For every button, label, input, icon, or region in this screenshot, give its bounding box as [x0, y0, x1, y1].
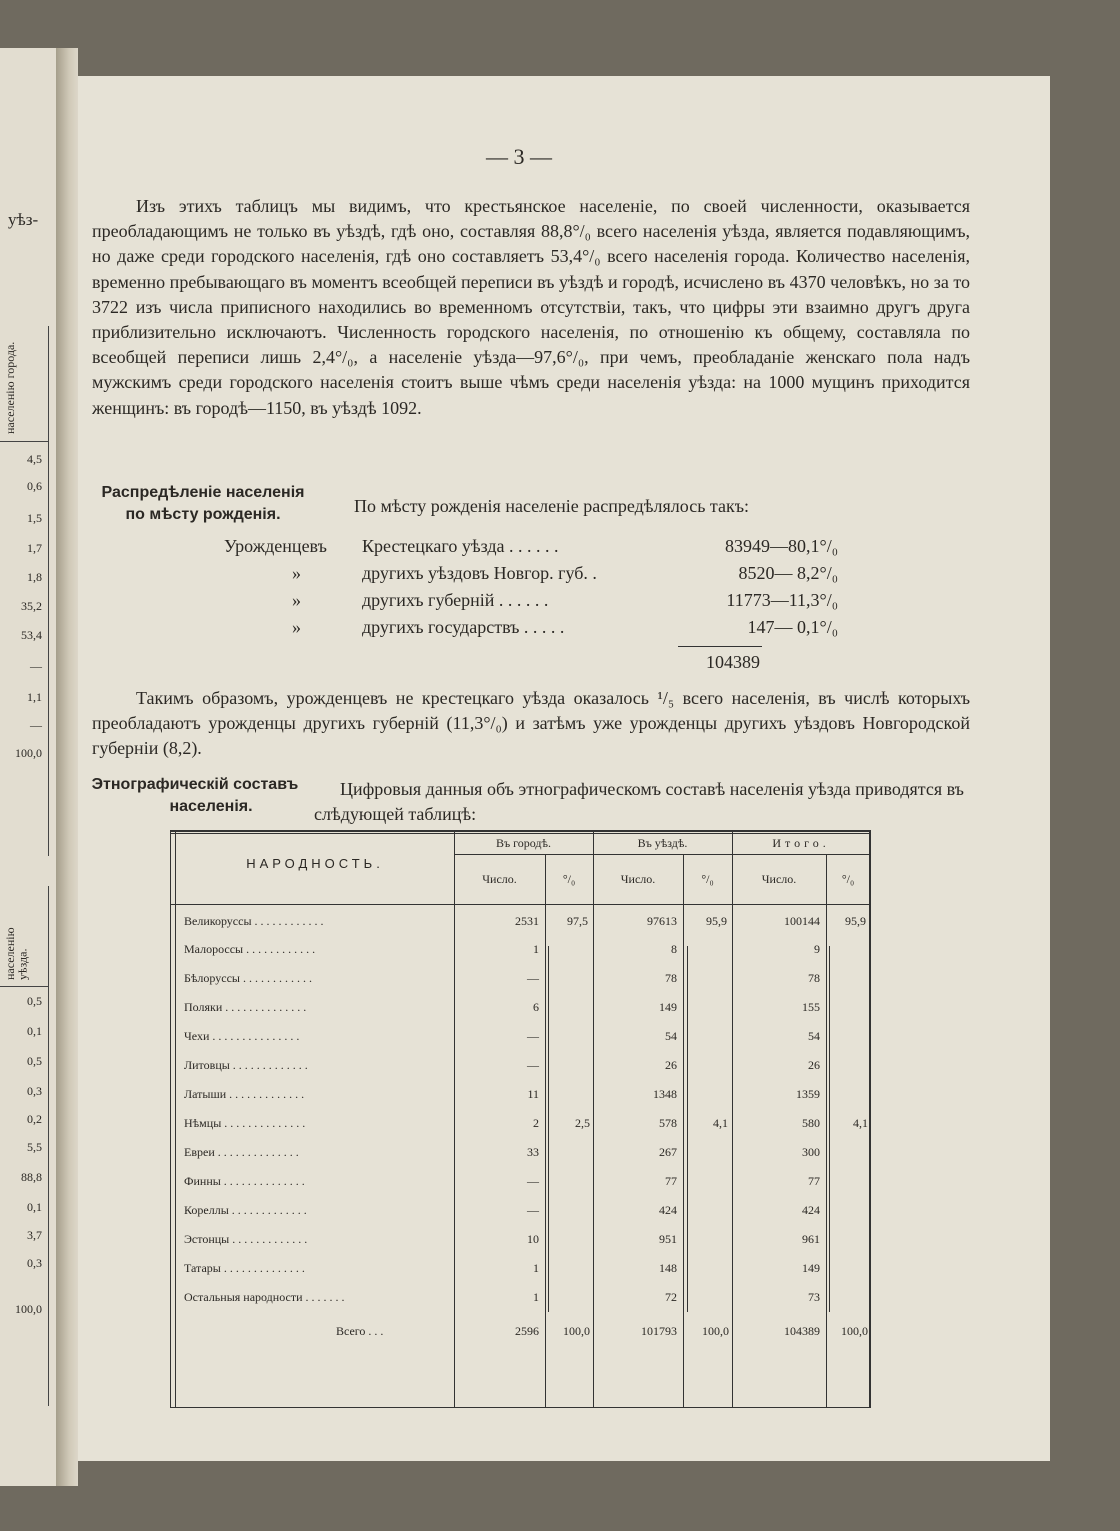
left-table-1-value: 100,0 [15, 746, 42, 760]
header-total-percent: °/₀ [841, 872, 855, 886]
paragraph-1-text: Изъ этихъ таблицъ мы видимъ, что крестьянское населеніе, по своей численности, оказывается преобладающимъ не только въ уѣздѣ, гдѣ оно, составляя 88,8°/₀ всего населенія уѣзда, является подавляющимъ, но даже среди городского населенія, гдѣ оно составляетъ 53,4°/₀ всего населенія города. Количество населенія, временно пребывающаго въ моментъ всеобщей переписи въ уѣздѣ и городѣ, исчислено въ 4370 человѣкъ, но за то 3722 изъ числа приписного находились во временномъ отсутствіи, такъ, что цифры эти взаимно другъ друга приблизительно исключаютъ. Численность городского населенія, по отношенію къ общему, составляла по всеобщей переписи лишь 2,4°/₀, а населеніе уѣзда—97,6°/₀, при чемъ, преобладаніе женскаго пола надъ мужскимъ среди городского населенія стоитъ выше чѣмъ среди населенія уѣзда: на 1000 мущинъ приходится женщинъ: въ городѣ—1150, въ уѣздѣ 1092. [92, 196, 970, 418]
ethno-intro-text: Цифровыя данныя объ этнографическомъ составѣ населенія уѣзда приводятся въ слѣдующей таблицѣ: [314, 779, 964, 825]
table-cell-uezd: 267 [659, 1145, 677, 1159]
table-cell-total: 1359 [796, 1087, 820, 1101]
left-table-2-value: 0,3 [27, 1084, 42, 1098]
header-uezd-number: Число. [620, 872, 656, 886]
header-city-percent: °/₀ [562, 872, 576, 886]
birth-row-prefix: Урожденцевъ [224, 536, 327, 556]
left-table-2-value: 0,2 [27, 1112, 42, 1126]
table-cell-uezd: 54 [665, 1029, 677, 1043]
birth-row-label: другихъ государствъ . . . . . [362, 617, 565, 637]
totals-uezd-pct: 100,0 [702, 1324, 729, 1338]
table-cell-city: 1 [533, 942, 539, 956]
table-cell-city: 2531 [515, 914, 539, 928]
left-page-table-1 [0, 326, 49, 856]
table-cell-total: 78 [808, 971, 820, 985]
header-nationality: НАРОДНОСТЬ. [246, 856, 384, 871]
table-row-name: Татары . . . . . . . . . . . . . . [184, 1261, 305, 1275]
birth-row-label: другихъ уѣздовъ Новгор. губ. . [362, 563, 597, 583]
side-heading-ethno-line-2: населенія. [169, 798, 253, 815]
left-table-2-value: 0,5 [27, 1054, 42, 1068]
table-cell-total: 155 [802, 1000, 820, 1014]
birth-row-label: Крестецкаго уѣзда . . . . . . [362, 536, 559, 556]
group-pct-total: 4,1 [853, 1116, 868, 1130]
left-table-2-header: населенію уѣзда. [3, 927, 30, 980]
totals-city: 2596 [515, 1324, 539, 1338]
birth-sum-rule [678, 646, 762, 647]
table-cell-total: 54 [808, 1029, 820, 1043]
paragraph-1 [92, 194, 970, 421]
nationality-table [170, 830, 870, 1408]
header-total: Итого. [772, 836, 830, 850]
table-cell-uezd: 951 [659, 1232, 677, 1246]
left-table-2-value: 3,7 [27, 1228, 42, 1242]
left-table-1-value: — [30, 659, 42, 673]
group-pct-uezd: 4,1 [713, 1116, 728, 1130]
left-table-2-value: 0,3 [27, 1256, 42, 1270]
left-table-2-value: 88,8 [21, 1170, 42, 1184]
header-city-number: Число. [482, 872, 517, 886]
side-heading-birth-line-2: по мѣсту рожденія. [125, 506, 281, 523]
table-cell-uezd: 26 [665, 1058, 677, 1072]
birth-row-value: 8520— 8,2°/₀ [738, 563, 838, 583]
left-table-1-value: 1,8 [27, 570, 42, 584]
table-cell-total: 300 [802, 1145, 820, 1159]
left-table-1-value: 1,7 [27, 541, 42, 555]
totals-uezd: 101793 [641, 1324, 677, 1338]
header-uezd: Въ уѣздѣ. [637, 836, 688, 850]
side-heading-ethno [84, 774, 306, 818]
left-table-1-value: 4,5 [27, 452, 42, 466]
table-cell-total: 77 [808, 1174, 820, 1188]
left-table-1-value: 53,4 [21, 628, 42, 642]
left-table-1-value: 1,5 [27, 511, 42, 525]
table-cell-city: 2 [533, 1116, 539, 1130]
table-cell-uezd: 149 [659, 1000, 677, 1014]
table-cell-total-pct: 95,9 [845, 914, 866, 928]
table-cell-city-pct: 97,5 [567, 914, 588, 928]
table-cell-uezd: 97613 [647, 914, 677, 928]
table-cell-uezd: 148 [659, 1261, 677, 1275]
birth-row-value: 147— 0,1°/₀ [747, 617, 838, 637]
left-table-2-value: 0,1 [27, 1024, 42, 1038]
header-uezd-percent: °/₀ [701, 872, 714, 886]
birth-row-value: 11773—11,3°/₀ [726, 590, 838, 610]
left-page-fragment [0, 48, 56, 1486]
header-total-number: Число. [761, 872, 797, 886]
ethno-intro [314, 777, 964, 827]
table-rule-subheader [454, 854, 870, 855]
birth-row-prefix: » [292, 617, 301, 637]
left-table-1-value: 35,2 [21, 599, 42, 613]
left-page-table-2 [0, 886, 49, 1406]
left-table-2-value: 0,5 [27, 994, 42, 1008]
table-cell-total: 26 [808, 1058, 820, 1072]
table-cell-total: 961 [802, 1232, 820, 1246]
table-row-name: Бѣлоруссы . . . . . . . . . . . . [184, 971, 312, 985]
left-page-text: уѣз- [8, 210, 39, 229]
table-row-name: Кореллы . . . . . . . . . . . . . [184, 1203, 307, 1217]
side-heading-birth-line-1: Распредѣленіе населенія [101, 484, 305, 501]
side-heading-ethno-line-1: Этнографическій составъ [91, 776, 299, 793]
table-rule-header [170, 904, 870, 905]
left-table-1-value: 1,1 [27, 690, 42, 704]
table-cell-total: 424 [802, 1203, 820, 1217]
table-rule-bottom [170, 1407, 870, 1408]
table-row-name: Малороссы . . . . . . . . . . . . [184, 942, 316, 956]
table-cell-uezd: 72 [665, 1290, 677, 1304]
table-cell-city: — [527, 1174, 539, 1188]
table-cell-uezd-pct: 95,9 [706, 914, 727, 928]
table-rule-left [170, 830, 171, 1408]
birth-row-value: 83949—80,1°/₀ [725, 536, 838, 556]
table-cell-city: 1 [533, 1290, 539, 1304]
table-cell-city: — [527, 1029, 539, 1043]
side-heading-birth [92, 482, 314, 526]
totals-total-pct: 100,0 [841, 1324, 868, 1338]
totals-label: Всего . . . [336, 1324, 384, 1338]
page-number: — 3 — [486, 144, 552, 169]
left-table-2-value: 0,1 [27, 1200, 42, 1214]
table-cell-city: — [527, 971, 539, 985]
table-cell-city: — [527, 1203, 539, 1217]
birth-row-prefix: » [292, 563, 301, 583]
table-row-name: Литовцы . . . . . . . . . . . . . [184, 1058, 308, 1072]
table-cell-city: — [527, 1058, 539, 1072]
table-rule-left-2 [175, 830, 176, 1408]
table-row-name: Нѣмцы . . . . . . . . . . . . . . [184, 1116, 306, 1130]
left-table-1-header: населенію города. [3, 341, 17, 434]
table-cell-uezd: 8 [671, 942, 677, 956]
table-row-name: Остальныя народности . . . . . . . [184, 1290, 345, 1304]
group-pct-city: 2,5 [575, 1116, 590, 1130]
table-cell-city: 1 [533, 1261, 539, 1275]
table-row-name: Эстонцы . . . . . . . . . . . . . [184, 1232, 308, 1246]
table-row-name: Евреи . . . . . . . . . . . . . . [184, 1145, 299, 1159]
table-cell-uezd: 77 [665, 1174, 677, 1188]
table-cell-total: 9 [814, 942, 820, 956]
paragraph-2 [92, 686, 970, 762]
table-rule-top-2 [170, 833, 870, 834]
table-cell-total: 580 [802, 1116, 820, 1130]
table-cell-city: 10 [527, 1232, 539, 1246]
table-cell-uezd: 578 [659, 1116, 677, 1130]
birth-row-label: другихъ губерній . . . . . . [362, 590, 549, 610]
table-row-name: Поляки . . . . . . . . . . . . . . [184, 1000, 307, 1014]
birth-intro: По мѣсту рожденія населеніе распредѣлялось такъ: [354, 496, 750, 516]
table-cell-city: 6 [533, 1000, 539, 1014]
left-table-1-value: — [30, 718, 42, 732]
table-cell-city: 11 [527, 1087, 539, 1101]
table-rule-right [869, 830, 871, 1408]
table-cell-total: 149 [802, 1261, 820, 1275]
table-row-name: Великоруссы . . . . . . . . . . . . [184, 914, 324, 928]
table-row-name: Чехи . . . . . . . . . . . . . . . [184, 1029, 300, 1043]
table-rule-top [170, 830, 870, 832]
book-gutter [56, 48, 78, 1486]
left-table-2-value: 5,5 [27, 1140, 42, 1154]
birth-row-prefix: » [292, 590, 301, 610]
totals-total: 104389 [784, 1324, 820, 1338]
document-page [78, 76, 1050, 1461]
left-table-1-value: 0,6 [27, 479, 42, 493]
birth-total: 104389 [706, 652, 760, 672]
table-cell-uezd: 78 [665, 971, 677, 985]
totals-city-pct: 100,0 [563, 1324, 590, 1338]
table-cell-total: 73 [808, 1290, 820, 1304]
table-cell-uezd: 424 [659, 1203, 677, 1217]
table-cell-total: 100144 [784, 914, 820, 928]
table-row-name: Финны . . . . . . . . . . . . . . [184, 1174, 305, 1188]
table-cell-city: 33 [527, 1145, 539, 1159]
table-cell-uezd: 1348 [653, 1087, 677, 1101]
header-city: Въ городѣ. [495, 836, 552, 850]
left-table-2-value: 100,0 [15, 1302, 42, 1316]
table-row-name: Латыши . . . . . . . . . . . . . [184, 1087, 305, 1101]
paragraph-2-text: Такимъ образомъ, урожденцевъ не крестецкаго уѣзда оказалось ¹/₅ всего населенія, въ числѣ которыхъ преобладаютъ урожденцы другихъ губерній (11,3°/₀) и затѣмъ уже урожденцы другихъ уѣздовъ Новгородской губерніи (8,2). [92, 688, 970, 759]
